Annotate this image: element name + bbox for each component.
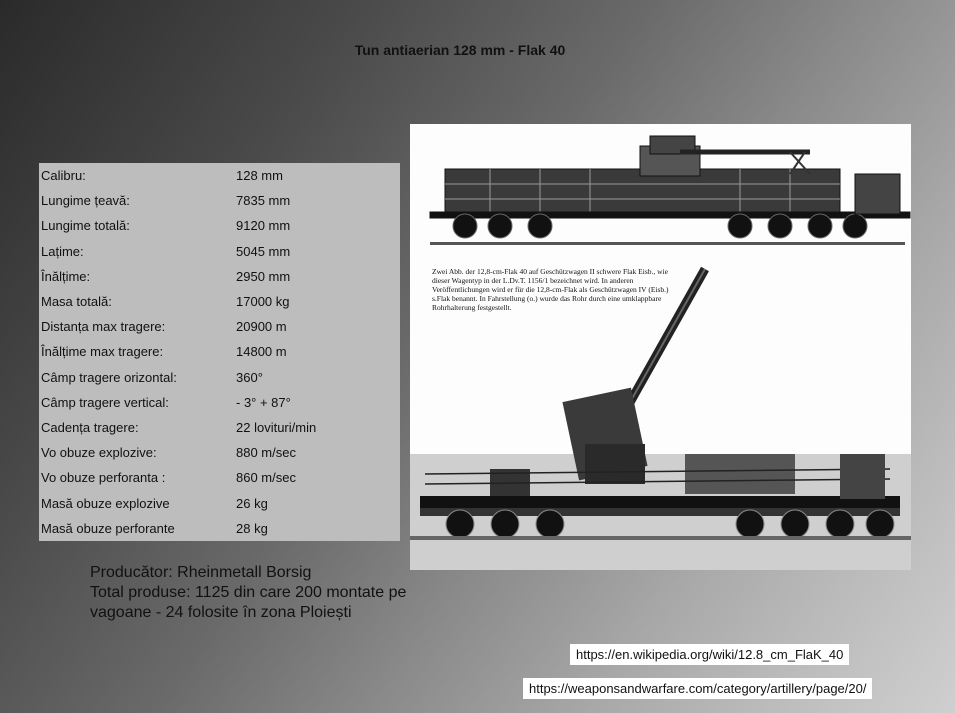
spec-value: - 3° + 87° [236,394,291,410]
spec-value: 360° [236,369,263,385]
spec-label: Masă obuze explozive [41,495,170,511]
spec-value: 17000 kg [236,294,290,309]
spec-label: Câmp tragere orizontal: [41,369,177,385]
spec-value: 2950 mm [236,268,291,284]
spec-value: 860 m/sec [236,470,296,486]
railway-flak-photo [410,124,911,570]
spec-label: Vo obuze explozive: [41,445,157,461]
spec-label: Distanța max tragere: [41,319,166,335]
spec-value: 5045 mm [236,243,291,259]
spec-label: Înălțime max tragere: [41,344,164,360]
spec-value: 20900 m [236,319,287,335]
spec-label: Calibru: [41,168,86,183]
photo-caption: Zwei Abb. der 12,8-cm-Flak 40 auf Geschützwagen II schwere Flak Eisb., wie dieser Wagentyp in der L.Dv.T. 1156/1 bezeichnet wird. In anderen Veröffentlichungen wird er für die 12,8-cm-Flak als Geschützwagen IV (Eisb.) s.Flak benannt. In Fahrstellung (o.) wurde das Rohr durch eine umklappbare Rohrhalterung festgestellt. [432,267,669,312]
production-total-line: Total produse: 1125 din care 200 montate pe vagoane - 24 folosite în zona Ploiești [90,584,407,621]
spec-value: 28 kg [236,520,268,536]
spec-value: 880 m/sec [236,445,296,461]
spec-value: 9120 mm [236,218,291,234]
spec-value: 128 mm [236,168,283,183]
spec-label: Lungime totală: [41,218,130,234]
specs-table [39,163,400,541]
spec-value: 26 kg [236,495,268,511]
spec-value: 7835 mm [236,193,291,209]
slide-title: Tun antiaerian 128 mm - Flak 40 [354,42,566,58]
spec-label: Înălțime: [41,268,91,284]
spec-label: Lațime: [41,243,84,259]
travel-position-image [430,136,910,245]
spec-label: Cadența tragere: [41,420,139,435]
spec-label: Masă obuze perforante [41,520,175,536]
spec-value: 14800 m [236,344,287,360]
spec-label: Câmp tragere vertical: [41,394,169,410]
producer-line: Producător: Rheinmetall Borsig [90,564,312,581]
spec-label: Masa totală: [41,294,112,309]
weaponsandwarfare-link[interactable]: https://weaponsandwarfare.com/category/artillery/page/20/ [523,678,872,699]
spec-label: Vo obuze perforanta : [41,470,166,486]
spec-value: 22 lovituri/min [236,420,317,435]
spec-label: Lungime țeavă: [41,193,130,209]
railway-gun-illustration [410,124,911,570]
producer-info [90,563,450,623]
wikipedia-link[interactable]: https://en.wikipedia.org/wiki/12.8_cm_FlaK_40 [570,644,849,665]
